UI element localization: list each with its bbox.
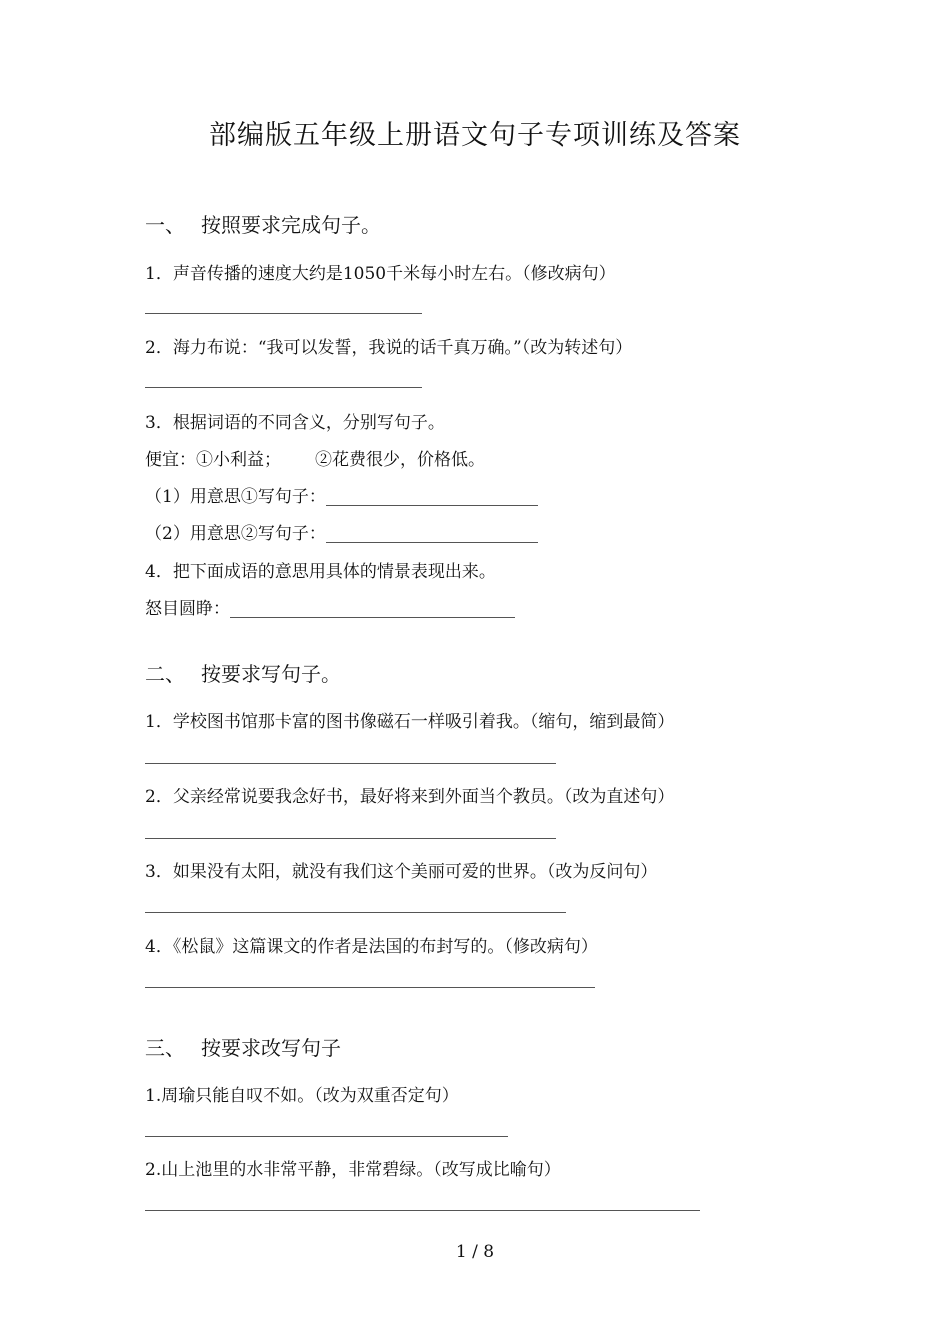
sub-answer-line <box>326 542 538 543</box>
s1-question-3-word <box>145 445 485 470</box>
section-number: 二、 <box>145 662 185 686</box>
section-title: 按要求写句子。 <box>201 662 341 686</box>
s2-answer-line-3 <box>145 912 566 913</box>
section-1-heading <box>145 209 381 238</box>
s2-answer-line-4 <box>145 987 595 988</box>
word-meaning-2: ②花费很少，价格低。 <box>315 450 485 470</box>
s1-question-3-sub-1 <box>145 482 538 507</box>
section-2-heading <box>145 658 341 687</box>
section-title: 按要求改写句子 <box>201 1036 341 1060</box>
s2-question-1: 1．学校图书馆那卡富的图书像磁石一样吸引着我。（缩句，缩到最简） <box>145 712 675 732</box>
section-number: 一、 <box>145 213 185 237</box>
sub-answer-line <box>326 505 538 506</box>
sub-question-label: （1）用意思①写句子： <box>145 487 326 507</box>
s1-question-4-idiom <box>145 594 515 619</box>
s1-answer-line-1 <box>145 313 422 314</box>
s3-answer-line-1 <box>145 1136 508 1137</box>
sub-question-label: （2）用意思②写句子： <box>145 524 326 544</box>
s1-answer-line-2 <box>145 387 422 388</box>
s1-question-2: 2．海力布说：“我可以发誓，我说的话千真万确。”（改为转述句） <box>145 338 633 358</box>
s2-question-2: 2．父亲经常说要我念好书，最好将来到外面当个教员。（改为直述句） <box>145 787 675 807</box>
s1-question-3: 3．根据词语的不同含义，分别写句子。 <box>145 413 445 433</box>
s1-question-3-sub-2 <box>145 519 538 544</box>
page-indicator: 1 / 8 <box>455 1242 495 1262</box>
s2-question-3: 3．如果没有太阳，就没有我们这个美丽可爱的世界。（改为反问句） <box>145 862 658 882</box>
idiom-answer-line <box>230 617 515 618</box>
s3-answer-line-2 <box>145 1210 700 1211</box>
section-title: 按照要求完成句子。 <box>201 213 381 237</box>
s3-question-1: 1.周瑜只能自叹不如。（改为双重否定句） <box>145 1086 459 1106</box>
s1-question-1: 1．声音传播的速度大约是1050千米每小时左右。（修改病句） <box>145 264 616 284</box>
s2-question-4: 4．《松鼠》这篇课文的作者是法国的布封写的。（修改病句） <box>145 937 598 957</box>
s1-question-4: 4．把下面成语的意思用具体的情景表现出来。 <box>145 562 496 582</box>
s2-answer-line-2 <box>145 838 556 839</box>
s3-question-2: 2.山上池里的水非常平静，非常碧绿。（改写成比喻句） <box>145 1160 561 1180</box>
word-meaning-1: 便宜：①小利益； <box>145 450 281 470</box>
section-3-heading <box>145 1032 341 1061</box>
document-title: 部编版五年级上册语文句子专项训练及答案 <box>209 120 741 151</box>
idiom-label: 怒目圆睁： <box>145 599 230 619</box>
s2-answer-line-1 <box>145 763 556 764</box>
section-number: 三、 <box>145 1036 185 1060</box>
